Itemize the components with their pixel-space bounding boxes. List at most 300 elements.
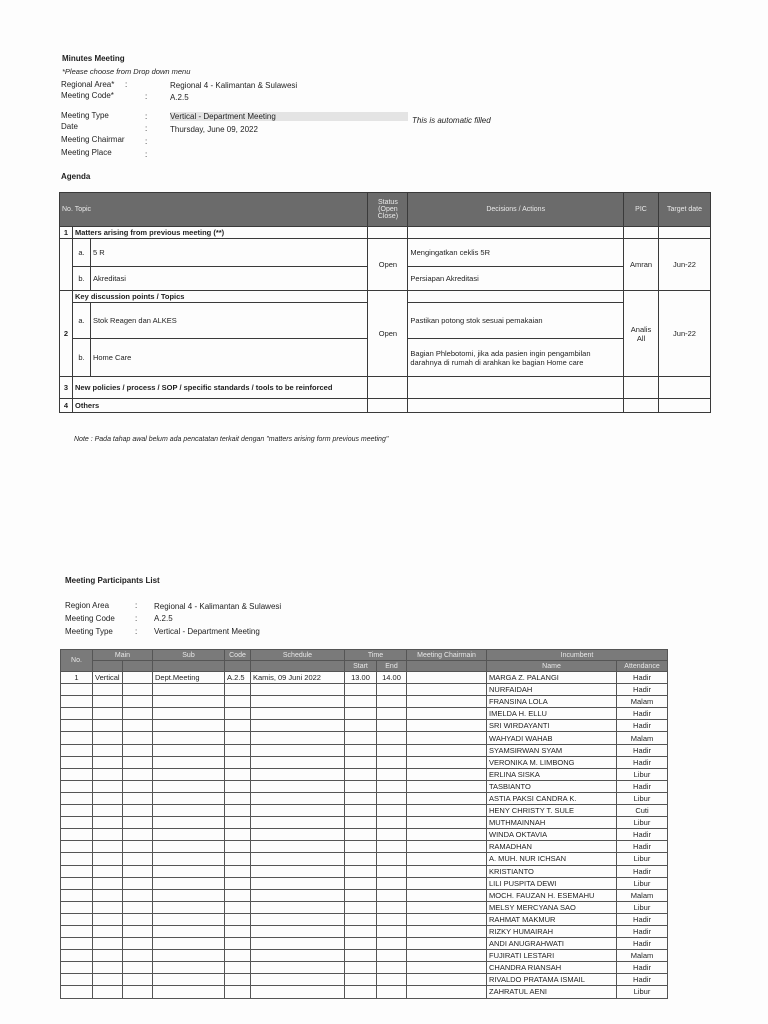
empty-cell: [153, 865, 225, 877]
empty-cell: [251, 938, 345, 950]
empty-cell: [61, 938, 93, 950]
empty-cell: [225, 841, 251, 853]
schedule-value: Kamis, 09 Juni 2022: [251, 672, 345, 684]
empty-cell: [407, 805, 487, 817]
empty-cell: [407, 684, 487, 696]
empty-cell: [407, 756, 487, 768]
empty-cell: [153, 829, 225, 841]
participant-name: FUJIRATI LESTARI: [487, 950, 617, 962]
item-letter: b.: [72, 267, 90, 291]
empty-cell: [153, 696, 225, 708]
item-letter: a.: [72, 239, 90, 267]
colon: :: [125, 80, 128, 89]
empty-cell: [251, 853, 345, 865]
empty-cell: [123, 913, 153, 925]
participant-name: NURFAIDAH: [487, 684, 617, 696]
empty-cell: [153, 974, 225, 986]
section-title: Others: [72, 399, 367, 413]
header-sub: Sub: [153, 650, 225, 661]
empty-cell: [61, 889, 93, 901]
participant-name: HENY CHRISTY T. SULE: [487, 805, 617, 817]
attendance-status: Hadir: [617, 756, 668, 768]
empty-cell: [377, 720, 407, 732]
participant-name: LILI PUSPITA DEWI: [487, 877, 617, 889]
empty-cell: [153, 877, 225, 889]
table-row: [61, 672, 668, 684]
colon: :: [135, 614, 138, 623]
empty-cell: [377, 732, 407, 744]
empty-cell: [93, 829, 123, 841]
item-topic: 5 R: [90, 239, 367, 267]
empty-cell: [61, 792, 93, 804]
chairman-label: Meeting Chairmar: [61, 135, 125, 144]
empty-cell: [93, 889, 123, 901]
header-schedule: Schedule: [251, 650, 345, 661]
item-topic: Akreditasi: [90, 267, 367, 291]
empty-cell: [123, 901, 153, 913]
empty-cell: [251, 708, 345, 720]
meeting-code-label: Meeting Code*: [61, 91, 114, 100]
empty-cell: [93, 962, 123, 974]
minutes-title: Minutes Meeting: [62, 54, 125, 63]
empty-cell: [225, 684, 251, 696]
empty-cell: [251, 925, 345, 937]
empty-cell: [153, 780, 225, 792]
participant-name: RAMADHAN: [487, 841, 617, 853]
code-value: A.2.5: [225, 672, 251, 684]
attendance-status: Hadir: [617, 744, 668, 756]
participant-name: MUTHMAINNAH: [487, 817, 617, 829]
empty-cell: [61, 913, 93, 925]
header-no-topic: No. Topic: [60, 193, 368, 227]
meeting-type-label: Meeting Type: [61, 111, 109, 120]
empty-cell: [61, 708, 93, 720]
empty-cell: [93, 708, 123, 720]
empty-cell: [61, 986, 93, 998]
empty-cell: [251, 792, 345, 804]
empty-cell: [345, 974, 377, 986]
empty-cell: [61, 805, 93, 817]
empty-cell: [153, 925, 225, 937]
empty-cell: [407, 901, 487, 913]
participant-name: IMELDA H. ELLU: [487, 708, 617, 720]
empty-cell: [377, 780, 407, 792]
attendance-status: Hadir: [617, 708, 668, 720]
empty-cell: [225, 962, 251, 974]
participant-name: ERLINA SISKA: [487, 768, 617, 780]
empty-cell: [345, 708, 377, 720]
empty-cell: [225, 986, 251, 998]
participant-name: RAHMAT MAKMUR: [487, 913, 617, 925]
empty-cell: [225, 913, 251, 925]
empty-cell: [251, 877, 345, 889]
header-decisions: Decisions / Actions: [408, 193, 624, 227]
attendance-status: Malam: [617, 889, 668, 901]
item-decision: Pastikan potong stok sesuai pemakaian: [408, 303, 624, 339]
empty-cell: [407, 792, 487, 804]
empty-cell: [61, 829, 93, 841]
end-time: 14.00: [377, 672, 407, 684]
empty-cell: [61, 841, 93, 853]
empty-cell: [93, 768, 123, 780]
section-title: New policies / process / SOP / specific standards / tools to be reinforced: [72, 377, 367, 399]
empty-cell: [93, 974, 123, 986]
place-label: Meeting Place: [61, 148, 112, 157]
empty-cell: [93, 901, 123, 913]
empty-cell: [345, 805, 377, 817]
participant-name: ANDI ANUGRAHWATI: [487, 938, 617, 950]
participant-name: CHANDRA RIANSAH: [487, 962, 617, 974]
attendance-status: Libur: [617, 768, 668, 780]
colon: :: [135, 601, 138, 610]
empty-cell: [225, 708, 251, 720]
empty-cell: [123, 780, 153, 792]
empty-cell: [123, 768, 153, 780]
empty-cell: [123, 889, 153, 901]
participant-name: WINDA OKTAVIA: [487, 829, 617, 841]
empty-cell: [225, 925, 251, 937]
empty-cell: [93, 684, 123, 696]
attendance-status: Hadir: [617, 974, 668, 986]
empty-cell: [61, 853, 93, 865]
empty-cell: [407, 768, 487, 780]
empty-cell: [407, 877, 487, 889]
item-topic: Home Care: [90, 339, 367, 377]
dropdown-note: *Please choose from Drop down menu: [62, 67, 191, 76]
empty-cell: [407, 817, 487, 829]
table-row: [61, 805, 668, 817]
table-row: [61, 913, 668, 925]
empty-cell: [377, 696, 407, 708]
empty-cell: [225, 950, 251, 962]
empty-cell: [407, 744, 487, 756]
empty-cell: [123, 756, 153, 768]
empty-cell: [153, 792, 225, 804]
empty-cell: [93, 938, 123, 950]
item-topic: Stok Reagen dan ALKES: [90, 303, 367, 339]
empty-cell: [225, 877, 251, 889]
pic-value: Analis All: [624, 291, 659, 377]
table-row: [61, 841, 668, 853]
attendance-status: Hadir: [617, 780, 668, 792]
empty-cell: [61, 950, 93, 962]
table-row: [61, 901, 668, 913]
empty-cell: [123, 732, 153, 744]
empty-cell: [61, 732, 93, 744]
empty-cell: [345, 732, 377, 744]
empty-cell: [251, 768, 345, 780]
empty-cell: [153, 744, 225, 756]
empty-cell: [377, 925, 407, 937]
empty-cell: [345, 792, 377, 804]
empty-cell: [153, 901, 225, 913]
empty-cell: [123, 696, 153, 708]
empty-cell: [407, 720, 487, 732]
empty-cell: [61, 974, 93, 986]
table-row: [61, 974, 668, 986]
empty-cell: [377, 756, 407, 768]
header-start: Start: [345, 661, 377, 672]
header-main: Main: [93, 650, 153, 661]
empty-cell: [61, 817, 93, 829]
participant-name: WAHYADI WAHAB: [487, 732, 617, 744]
empty-cell: [225, 817, 251, 829]
empty-cell: [225, 744, 251, 756]
empty-cell: [377, 768, 407, 780]
empty-cell: [123, 720, 153, 732]
empty-cell: [153, 684, 225, 696]
empty-cell: [345, 853, 377, 865]
type-value: Vertical - Department Meeting: [154, 627, 260, 636]
attendance-status: Libur: [617, 901, 668, 913]
empty-cell: [93, 817, 123, 829]
chairmain-cell: [407, 672, 487, 684]
attendance-status: Libur: [617, 986, 668, 998]
empty-cell: [93, 805, 123, 817]
empty-cell: [153, 708, 225, 720]
empty-cell: [345, 913, 377, 925]
empty-cell: [123, 925, 153, 937]
empty-cell: [123, 865, 153, 877]
empty-cell: [377, 817, 407, 829]
empty-cell: [225, 938, 251, 950]
header-time: Time: [345, 650, 407, 661]
empty-cell: [251, 684, 345, 696]
table-row: [61, 938, 668, 950]
colon: :: [145, 137, 148, 146]
empty-cell: [377, 974, 407, 986]
participant-name: ASTIA PAKSI CANDRA K.: [487, 792, 617, 804]
table-row: [61, 720, 668, 732]
table-row: [61, 744, 668, 756]
empty-cell: [377, 684, 407, 696]
empty-cell: [153, 756, 225, 768]
header-target-date: Target date: [659, 193, 711, 227]
empty-cell: [93, 841, 123, 853]
colon: :: [145, 92, 148, 101]
empty-cell: [93, 792, 123, 804]
empty-cell: [345, 986, 377, 998]
start-time: 13.00: [345, 672, 377, 684]
table-row: [61, 817, 668, 829]
empty-cell: [251, 744, 345, 756]
empty-cell: [251, 889, 345, 901]
auto-filled-note: This is automatic filled: [412, 116, 491, 125]
empty-cell: [407, 938, 487, 950]
empty-cell: [123, 841, 153, 853]
empty-cell: [153, 853, 225, 865]
empty-cell: [61, 696, 93, 708]
empty-cell: [153, 913, 225, 925]
item-decision: Bagian Phlebotomi, jika ada pasien ingin pengambilan darahnya di rumah di arahkan ke bagian Home care: [408, 339, 624, 377]
empty-cell: [251, 805, 345, 817]
participant-name: KRISTIANTO: [487, 865, 617, 877]
attendance-status: Hadir: [617, 925, 668, 937]
empty-cell: [407, 841, 487, 853]
attendance-status: Hadir: [617, 938, 668, 950]
empty-cell: [93, 913, 123, 925]
participants-heading: Meeting Participants List: [65, 576, 160, 585]
status-value: Open: [368, 291, 408, 377]
empty-cell: [123, 829, 153, 841]
empty-cell: [377, 913, 407, 925]
attendance-status: Libur: [617, 853, 668, 865]
empty-cell: [153, 817, 225, 829]
empty-cell: [377, 805, 407, 817]
table-row: [61, 877, 668, 889]
header-incumbent: Incumbent: [487, 650, 668, 661]
empty-cell: [153, 938, 225, 950]
table-row: [61, 792, 668, 804]
colon: :: [145, 150, 148, 159]
header-name: Name: [487, 661, 617, 672]
header-chairmain: Meeting Chairmain: [407, 650, 487, 661]
empty-cell: [123, 744, 153, 756]
sub-value: Dept.Meeting: [153, 672, 225, 684]
empty-cell: [251, 732, 345, 744]
table-row: [61, 986, 668, 998]
empty-cell: [407, 829, 487, 841]
empty-cell: [93, 925, 123, 937]
empty-cell: [251, 696, 345, 708]
agenda-table: [59, 192, 711, 413]
header-no: No.: [61, 650, 93, 672]
empty-cell: [123, 938, 153, 950]
empty-cell: [93, 756, 123, 768]
meeting-code-value: A.2.5: [170, 93, 189, 102]
empty-cell: [251, 720, 345, 732]
empty-cell: [407, 732, 487, 744]
empty-cell: [377, 889, 407, 901]
colon: :: [145, 112, 148, 121]
main-value: Vertical: [93, 672, 123, 684]
empty-cell: [251, 901, 345, 913]
empty-cell: [407, 696, 487, 708]
item-letter: b.: [72, 339, 90, 377]
empty-cell: [123, 805, 153, 817]
table-row: [61, 732, 668, 744]
empty-cell: [345, 756, 377, 768]
date-value: Thursday, June 09, 2022: [170, 125, 258, 134]
empty-cell: [377, 865, 407, 877]
empty-cell: [345, 720, 377, 732]
attendance-status: Malam: [617, 732, 668, 744]
empty-cell: [407, 925, 487, 937]
empty-cell: [345, 817, 377, 829]
target-value: Jun-22: [659, 291, 711, 377]
empty-cell: [225, 768, 251, 780]
empty-cell: [225, 829, 251, 841]
empty-cell: [251, 841, 345, 853]
empty-cell: [377, 901, 407, 913]
empty-cell: [61, 962, 93, 974]
empty-cell: [153, 720, 225, 732]
empty-cell: [225, 732, 251, 744]
empty-cell: [61, 756, 93, 768]
attendance-status: Hadir: [617, 720, 668, 732]
empty-cell: [377, 829, 407, 841]
empty-cell: [345, 829, 377, 841]
table-row: [61, 684, 668, 696]
type-label: Meeting Type: [65, 627, 113, 636]
empty-cell: [61, 925, 93, 937]
empty-cell: [345, 744, 377, 756]
attendance-status: Malam: [617, 950, 668, 962]
header-status: Status (Open Close): [368, 193, 408, 227]
empty-cell: [345, 889, 377, 901]
attendance-status: Hadir: [617, 672, 668, 684]
attendance-status: Hadir: [617, 841, 668, 853]
participant-name: TASBIANTO: [487, 780, 617, 792]
empty-cell: [345, 780, 377, 792]
empty-cell: [61, 877, 93, 889]
empty-cell: [345, 696, 377, 708]
section-number: 3: [60, 377, 73, 399]
table-row: [61, 696, 668, 708]
section-number: 1: [60, 227, 73, 239]
empty-cell: [153, 986, 225, 998]
empty-cell: [251, 817, 345, 829]
table-row: [61, 853, 668, 865]
empty-cell: [377, 938, 407, 950]
empty-cell: [61, 780, 93, 792]
empty-cell: [251, 756, 345, 768]
empty-cell: [407, 889, 487, 901]
region-value: Regional 4 - Kalimantan & Sulawesi: [154, 602, 282, 611]
section-title: Matters arising from previous meeting (**): [72, 227, 367, 239]
empty-cell: [123, 974, 153, 986]
target-value: Jun-22: [659, 239, 711, 291]
empty-cell: [251, 950, 345, 962]
empty-cell: [123, 877, 153, 889]
empty-cell: [225, 889, 251, 901]
regional-area-label: Regional Area*: [61, 80, 115, 89]
empty-cell: [225, 805, 251, 817]
participant-name: RIVALDO PRATAMA ISMAIL: [487, 974, 617, 986]
empty-cell: [407, 708, 487, 720]
empty-cell: [225, 901, 251, 913]
agenda-heading: Agenda: [61, 172, 91, 181]
empty-cell: [93, 865, 123, 877]
empty-cell: [225, 792, 251, 804]
main-blank: [123, 672, 153, 684]
meeting-type-value: Vertical - Department Meeting: [170, 112, 408, 121]
empty-cell: [225, 720, 251, 732]
empty-cell: [377, 708, 407, 720]
attendance-status: Malam: [617, 696, 668, 708]
attendance-status: Hadir: [617, 829, 668, 841]
section-number: 2: [60, 291, 73, 377]
table-row: [61, 962, 668, 974]
region-label: Region Area: [65, 601, 110, 610]
table-row: [61, 889, 668, 901]
participant-name: SYAMSIRWAN SYAM: [487, 744, 617, 756]
empty-cell: [153, 805, 225, 817]
attendance-status: Libur: [617, 817, 668, 829]
empty-cell: [345, 950, 377, 962]
header-code: Code: [225, 650, 251, 661]
empty-cell: [225, 865, 251, 877]
empty-cell: [93, 732, 123, 744]
empty-cell: [377, 950, 407, 962]
empty-cell: [377, 841, 407, 853]
empty-cell: [123, 792, 153, 804]
empty-cell: [153, 768, 225, 780]
participants-body: [61, 672, 668, 999]
empty-cell: [345, 938, 377, 950]
empty-cell: [407, 986, 487, 998]
table-row: [61, 865, 668, 877]
